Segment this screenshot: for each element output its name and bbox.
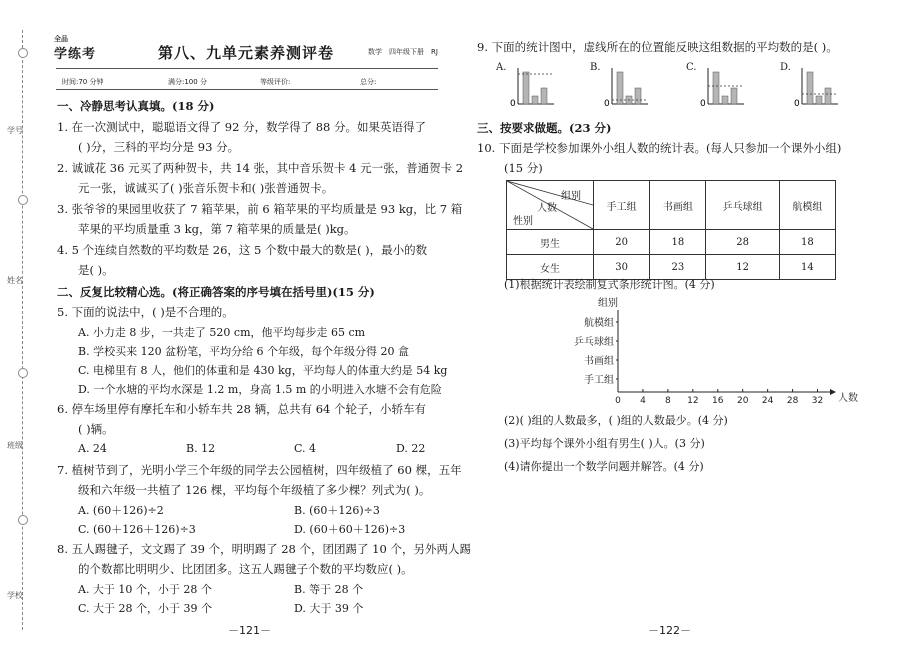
question-8-option-c: C. 大于 28 个，小于 39 个 — [78, 602, 212, 615]
section-1-heading: 一、冷静思考认真填。(18 分) — [57, 99, 215, 113]
subject-info: 数学 四年级下册 RJ — [368, 48, 438, 56]
grade-rating: 等级评价: — [260, 78, 291, 86]
question-8-option-a: A. 大于 10 个，小于 28 个 — [78, 583, 212, 596]
question-7-line2: 级和六年级一共植了 126 棵，平均每个年级植了多少棵？列式为( )。 — [78, 483, 431, 497]
question-8-option-d: D. 大于 39 个 — [294, 602, 364, 615]
x-tick-label: 32 — [811, 396, 824, 404]
svg-text:0: 0 — [700, 99, 706, 109]
x-tick-label: 8 — [665, 396, 671, 404]
question-6-line1: 6. 停车场里停有摩托车和小轿车共 28 辆，总共有 64 个轮子，小轿车有 — [57, 402, 427, 416]
brand-logo: 全品 学练考 — [54, 35, 97, 62]
question-1-line1: 1. 在一次测试中，聪聪语文得了 92 分，数学得了 88 分。如果英语得了 — [57, 120, 427, 134]
table-cell: 14 — [779, 255, 835, 280]
binding-gutter — [0, 0, 44, 650]
question-3-line2: 苹果的平均质量重 3 kg，第 7 箱苹果的质量是( )kg。 — [78, 222, 356, 236]
question-4-line1: 4. 5 个连续自然数的平均数是 26，这 5 个数中最大的数是( )，最小的数 — [57, 243, 428, 257]
x-tick-label: 12 — [687, 396, 699, 404]
x-tick-label: 16 — [712, 396, 724, 404]
question-2-line1: 2. 诚诚花 36 元买了两种贺卡，共 14 张，其中音乐贺卡 4 元一张，普通贺卡 2 — [57, 161, 464, 175]
question-6-option-c: C. 4 — [294, 442, 317, 455]
table-header-cell: 乒乓球组 — [706, 181, 779, 230]
category-label: 航模组 — [584, 318, 614, 329]
table-cell: 28 — [706, 230, 779, 255]
question-9: 9. 下面的统计图中，虚线所在的位置能反映这组数据的平均数的是( )。 — [477, 40, 838, 54]
x-tick-label: 20 — [736, 396, 749, 404]
question-10-line2: (15 分) — [504, 161, 543, 175]
question-7-option-b: B. (60＋126)÷3 — [294, 504, 380, 517]
page-number-left: －121－ — [228, 624, 271, 637]
svg-text:0: 0 — [510, 99, 516, 109]
question-6-line2: ( )辆。 — [78, 422, 114, 436]
question-7-option-a: A. (60＋126)÷2 — [78, 504, 164, 517]
question-5-option-c: C. 电梯里有 8 人，他们的体重和是 430 kg，平均每人的体重大约是 54 kg — [78, 364, 448, 377]
question-5-option-a: A. 小力走 8 步，一共走了 520 cm，他平均每步走 65 cm — [78, 326, 366, 339]
table-row — [507, 230, 836, 255]
question-7-option-d: D. (60＋60＋126)÷3 — [294, 523, 406, 536]
question-3-line1: 3. 张爷爷的果园里收获了 7 箱苹果，前 6 箱苹果的平均质量是 93 kg，比 7 箱 — [57, 202, 463, 216]
category-label: 书画组 — [584, 356, 614, 367]
question-5-option-d: D. 一个水塘的平均水深是 1.2 m，身高 1.5 m 的小明进入水塘不会有危险 — [78, 383, 442, 396]
gutter-label-school: 学校 — [7, 591, 23, 600]
table-header-row — [507, 181, 836, 230]
page-number-right: －122－ — [648, 624, 691, 637]
blank-bar-chart — [530, 292, 860, 404]
right-page — [450, 0, 900, 650]
table-cell: 20 — [594, 230, 650, 255]
q9-option-d-chart: D. 0 — [780, 62, 840, 110]
section-2-heading: 二、反复比较精心选。(将正确答案的序号填在括号里)(15 分) — [57, 285, 375, 299]
total-score: 总分: — [360, 78, 377, 86]
question-6-option-d: D. 22 — [396, 442, 426, 455]
gutter-label-name: 姓名 — [7, 276, 23, 285]
question-8-option-b: B. 等于 28 个 — [294, 583, 364, 596]
gutter-label-id: 学号 — [7, 126, 23, 135]
section-3-heading: 三、按要求做题。(23 分) — [477, 121, 612, 135]
table-header-cell: 手工组 — [594, 181, 650, 230]
q9-option-a-chart: A. 0 — [496, 62, 556, 110]
chart-xlabel: 人数 — [838, 393, 858, 404]
table-cell: 12 — [706, 255, 779, 280]
full-score: 满分:100 分 — [168, 78, 207, 86]
table-cell: 23 — [650, 255, 706, 280]
table-cell: 18 — [650, 230, 706, 255]
question-7-line1: 7. 植树节到了，光明小学三个年级的同学去公园植树，四年级植了 60 棵，五年 — [57, 463, 462, 477]
svg-text:0: 0 — [794, 99, 800, 109]
x-tick-label: 28 — [786, 396, 799, 404]
category-label: 乒乓球组 — [574, 337, 614, 348]
sub-question-2: (2)( )组的人数最多，( )组的人数最少。(4 分) — [504, 414, 728, 427]
table-cell: 18 — [779, 230, 835, 255]
x-tick-label: 24 — [761, 396, 774, 404]
x-tick-label: 0 — [615, 396, 621, 404]
question-8-line2: 的个数都比明明少、比团团多。这五人踢毽子个数的平均数应( )。 — [78, 562, 413, 576]
table-corner-cell: 组别 人数 性别 — [507, 181, 594, 230]
table-row-label: 女生 — [507, 255, 594, 280]
table-cell: 30 — [594, 255, 650, 280]
question-2-line2: 元一张，诚诚买了( )张音乐贺卡和( )张普通贺卡。 — [78, 181, 334, 195]
table-header-cell: 航模组 — [779, 181, 835, 230]
question-8-line1: 8. 五人踢毽子，文文踢了 39 个，明明踢了 28 个，团团踢了 10 个，另外两人踢 — [57, 542, 471, 556]
svg-text:0: 0 — [604, 99, 610, 109]
page-title: 第八、九单元素养测评卷 — [158, 44, 335, 62]
sub-question-3: (3)平均每个课外小组有男生( )人。(3 分) — [504, 437, 705, 450]
question-6-option-a: A. 24 — [78, 442, 107, 455]
q9-option-c-chart: C. 0 — [686, 62, 746, 110]
x-axis-arrow — [830, 389, 836, 395]
question-5: 5. 下面的说法中，( )是不合理的。 — [57, 305, 234, 319]
sub-question-1: (1)根据统计表绘制复式条形统计图。(4 分) — [504, 278, 715, 291]
question-1-line2: ( )分，三科的平均分是 93 分。 — [78, 140, 240, 154]
q9-option-b-chart: B. 0 — [590, 62, 650, 110]
question-10-line1: 10. 下面是学校参加课外小组人数的统计表。(每人只参加一个课外小组) — [477, 141, 842, 155]
table-row-label: 男生 — [507, 230, 594, 255]
category-label: 手工组 — [584, 375, 614, 386]
question-5-option-b: B. 学校买来 120 盆粉笔，平均分给 6 个年级，每个年级分得 20 盒 — [78, 345, 410, 358]
table-header-cell: 书画组 — [650, 181, 706, 230]
question-7-option-c: C. (60＋126＋126)÷3 — [78, 523, 196, 536]
question-4-line2: 是( )。 — [78, 263, 114, 277]
x-tick-label: 4 — [640, 396, 646, 404]
sub-question-4: (4)请你提出一个数学问题并解答。(4 分) — [504, 460, 704, 473]
question-6-option-b: B. 12 — [186, 442, 216, 455]
chart-ylabel: 组别 — [598, 298, 618, 309]
time-limit: 时间:70 分钟 — [62, 78, 104, 86]
stats-table — [506, 180, 836, 280]
gutter-label-class: 班级 — [7, 441, 23, 450]
